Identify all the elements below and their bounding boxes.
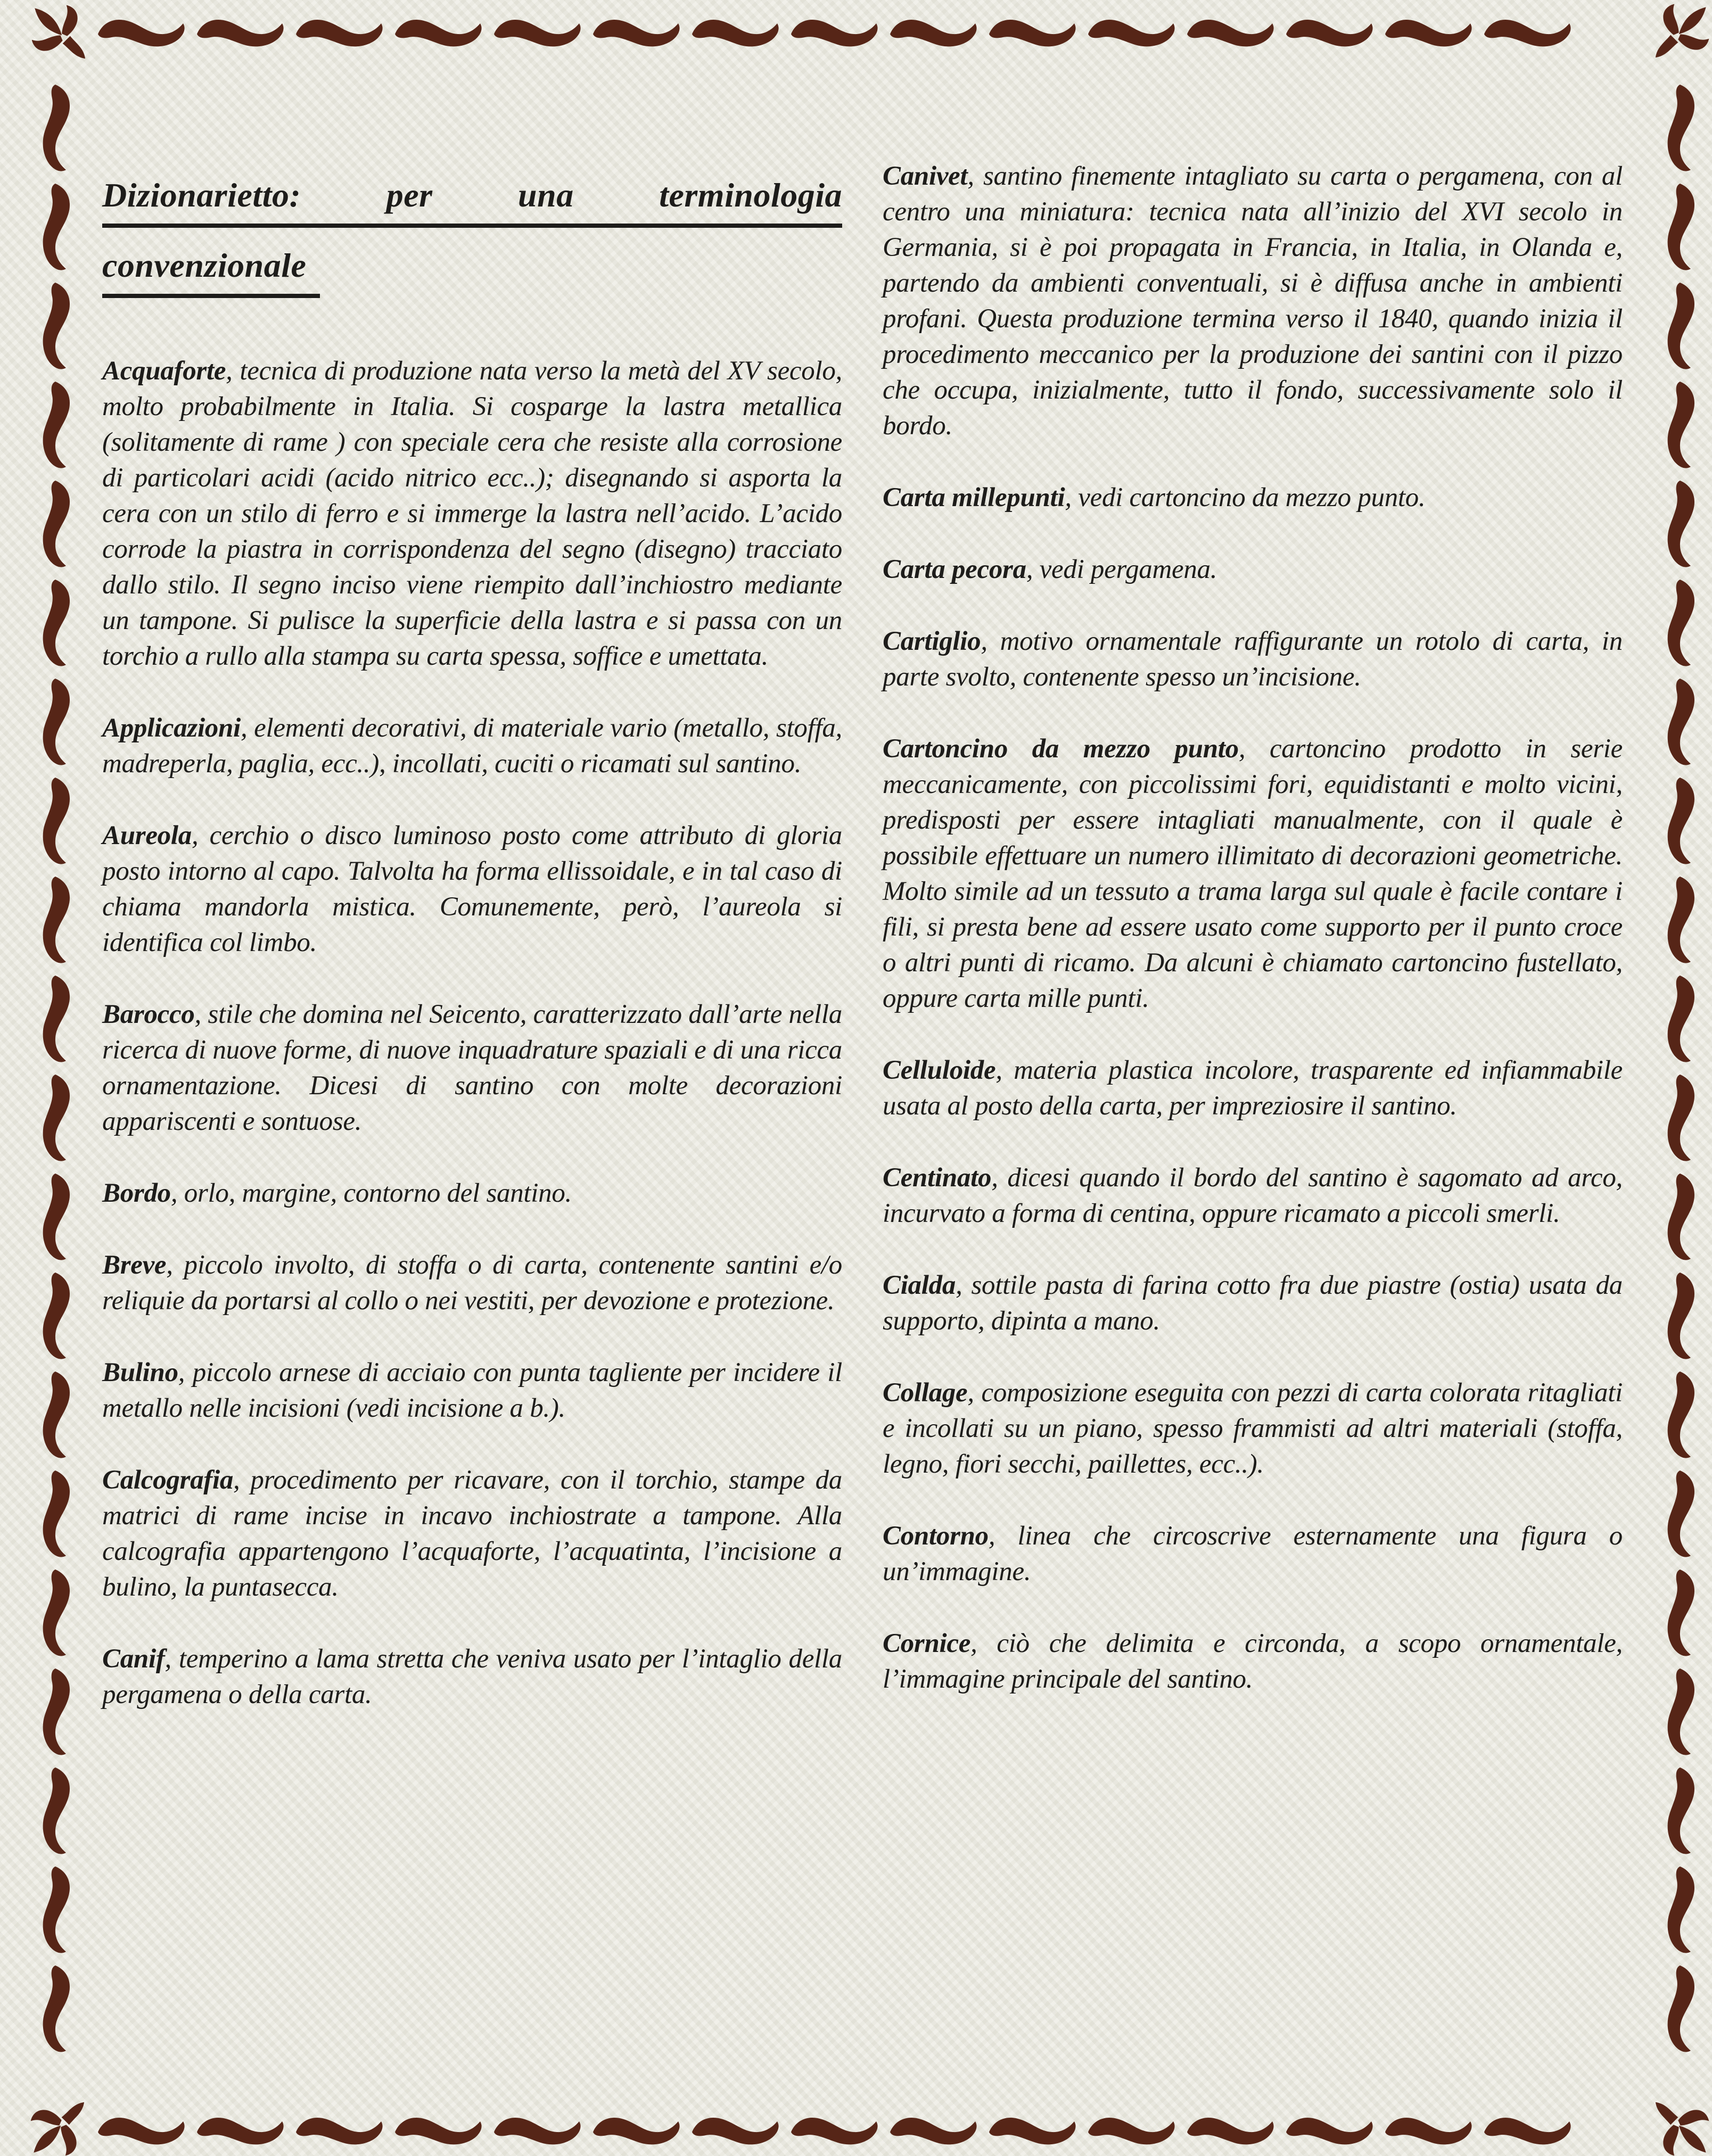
glossary-entry-bordo	[102, 1176, 842, 1211]
glossary-definition: , elementi decorativi, di materiale vario (metallo, stoffa, madreperla, paglia, ecc..), incollati, cuciti o ricamati sul santino.	[102, 713, 842, 779]
glossary-entry-cialda	[883, 1268, 1623, 1339]
glossary-entry-canivet	[883, 159, 1623, 444]
glossary-definition: , vedi pergamena.	[1026, 555, 1217, 584]
glossary-definition: , linea che circoscrive esternamente una figura o un’immagine.	[883, 1521, 1623, 1587]
glossary-entry-breve	[102, 1248, 842, 1319]
glossary-term: Canif	[102, 1644, 165, 1674]
glossary-term: Cornice	[883, 1629, 971, 1658]
glossary-term: Calcografia	[102, 1465, 234, 1495]
glossary-term: Applicazioni	[102, 713, 241, 743]
glossary-term: Bulino	[102, 1358, 178, 1387]
glossary-term: Bordo	[102, 1178, 171, 1208]
glossary-definition: , tecnica di produzione nata verso la metà del XV secolo, molto probabilmente in Italia. Si cosparge la lastra metallica (solitamente di rame ) con speciale cera che resiste alla corrosione di particolari acidi (acido nitrico ecc..); disegnando si asporta la cera con un stilo di ferro e si immerge la lastra nell’acido. L’acido corrode la piastra in corrispondenza del segno (disegno) tracciato dallo stilo. Il segno inciso viene riempito dall’inchiostro mediante un tampone. Si pulisce la superficie della lastra e si passa con un torchio a rullo alla stampa su carta spessa, soffice e umettata.	[102, 356, 842, 671]
glossary-term: Cartiglio	[883, 626, 981, 656]
glossary-definition: , ciò che delimita e circonda, a scopo ornamentale, l’immagine principale del santino.	[883, 1629, 1623, 1694]
glossary-entry-centinato	[883, 1160, 1623, 1232]
glossary-entry-cartiglio	[883, 624, 1623, 695]
glossary-definition: , materia plastica incolore, trasparente ed infiammabile usata al posto della carta, per impreziosire il santino.	[883, 1055, 1623, 1121]
glossary-term: Acquaforte	[102, 356, 226, 386]
glossary-definition: , cerchio o disco luminoso posto come attributo di gloria posto intorno al capo. Talvolta ha forma ellissoidale, e in tal caso di chiama mandorla mistica. Comunemente, però, l’aureola si identifica col limbo.	[102, 821, 842, 957]
glossary-entry-collage	[883, 1375, 1623, 1482]
glossary-definition: , temperino a lama stretta che veniva usato per l’intaglio della pergamena o della carta.	[102, 1644, 842, 1709]
glossary-term: Aureola	[102, 821, 192, 850]
glossary-entry-celluloide	[883, 1053, 1623, 1124]
glossary-definition: , composizione eseguita con pezzi di carta colorata ritagliati e incollati su un piano, spesso frammisti ad altri materiali (stoffa, legno, fiori secchi, paillettes, ecc..).	[883, 1378, 1623, 1479]
glossary-entry-cornice	[883, 1626, 1623, 1697]
page-title-line1: Dizionarietto: per una terminologia	[102, 176, 842, 228]
glossary-term: Carta pecora	[883, 555, 1026, 584]
glossary-term: Contorno	[883, 1521, 989, 1551]
glossary-entry-applicazioni	[102, 711, 842, 782]
glossary-definition: , cartoncino prodotto in serie meccanicamente, con piccolissimi fori, equidistanti e molto vicini, predisposti per essere intagliati manualmente, con il quale è possibile effettuare un numero illimitato di decorazioni geometriche. Molto simile ad un tessuto a trama larga sul quale è facile contare i fili, si presta bene ad essere usato come supporto per il punto croce o altri punti di ricamo. Da alcuni è chiamato cartoncino fustellato, oppure carta mille punti.	[883, 734, 1623, 1013]
right-column	[883, 155, 1623, 2092]
glossary-entry-acquaforte	[102, 353, 842, 674]
page-title-line2: convenzionale	[102, 246, 320, 298]
glossary-definition: , vedi cartoncino da mezzo punto.	[1065, 483, 1426, 513]
glossary-definition: , sottile pasta di farina cotto fra due piastre (ostia) usata da supporto, dipinta a mano.	[883, 1270, 1623, 1336]
page-title	[102, 176, 842, 298]
glossary-definition: , piccolo arnese di acciaio con punta tagliente per incidere il metallo nelle incisioni (vedi incisione a b.).	[102, 1358, 842, 1423]
glossary-entry-aureola	[102, 818, 842, 961]
glossary-entry-carta-pecora	[883, 552, 1623, 588]
glossary-definition: , motivo ornamentale raffigurante un rotolo di carta, in parte svolto, contenente spesso un’incisione.	[883, 626, 1623, 692]
glossary-term: Canivet	[883, 161, 968, 191]
glossary-term: Breve	[102, 1250, 167, 1280]
glossary-entry-canif	[102, 1641, 842, 1713]
glossary-entry-calcografia	[102, 1463, 842, 1605]
glossary-entry-carta-millepunti	[883, 480, 1623, 516]
glossary-term: Cartoncino da mezzo punto	[883, 734, 1239, 764]
glossary-definition: , santino finemente intagliato su carta o pergamena, con al centro una miniatura: tecnica nata all’inizio del XVI secolo in Germania, si è poi propagata in Francia, in Italia, in Olanda e, partendo da ambienti conventuali, si è diffusa anche in ambienti profani. Questa produzione termina verso il 1840, quando inizia il procedimento meccanico per la produzione dei santini con il pizzo che occupa, inizialmente, tutto il fondo, successivamente solo il bordo.	[883, 161, 1623, 441]
glossary-term: Celluloide	[883, 1055, 996, 1085]
glossary-entry-cartoncino-da-mezzo-punto	[883, 731, 1623, 1017]
glossary-term: Cialda	[883, 1270, 956, 1300]
glossary-entry-barocco	[102, 997, 842, 1139]
glossary-term: Centinato	[883, 1163, 992, 1193]
glossary-definition: , orlo, margine, contorno del santino.	[170, 1178, 572, 1208]
glossary-definition: , dicesi quando il bordo del santino è sagomato ad arco, incurvato a forma di centina, oppure ricamato a piccoli smerli.	[883, 1163, 1623, 1228]
glossary-definition: , procedimento per ricavare, con il torchio, stampe da matrici di rame incise in incavo inchiostrate a tampone. Alla calcografia appartengono l’acquaforte, l’acquatinta, l’incisione a bulino, la puntasecca.	[102, 1465, 842, 1602]
left-column	[102, 155, 842, 2092]
glossary-term: Carta millepunti	[883, 483, 1065, 513]
glossary-definition: , piccolo involto, di stoffa o di carta, contenente santini e/o reliquie da portarsi al collo o nei vestiti, per devozione e protezione.	[102, 1250, 842, 1316]
glossary-term: Collage	[883, 1378, 968, 1408]
glossary-entry-contorno	[883, 1518, 1623, 1590]
glossary-term: Barocco	[102, 999, 195, 1029]
glossary-entry-bulino	[102, 1355, 842, 1426]
glossary-definition: , stile che domina nel Seicento, caratterizzato dall’arte nella ricerca di nuove forme, di nuove inquadrature spaziali e di una ricca ornamentazione. Dicesi di santino con molte decorazioni appariscenti e sontuose.	[102, 999, 842, 1136]
page-content	[102, 155, 1622, 2092]
